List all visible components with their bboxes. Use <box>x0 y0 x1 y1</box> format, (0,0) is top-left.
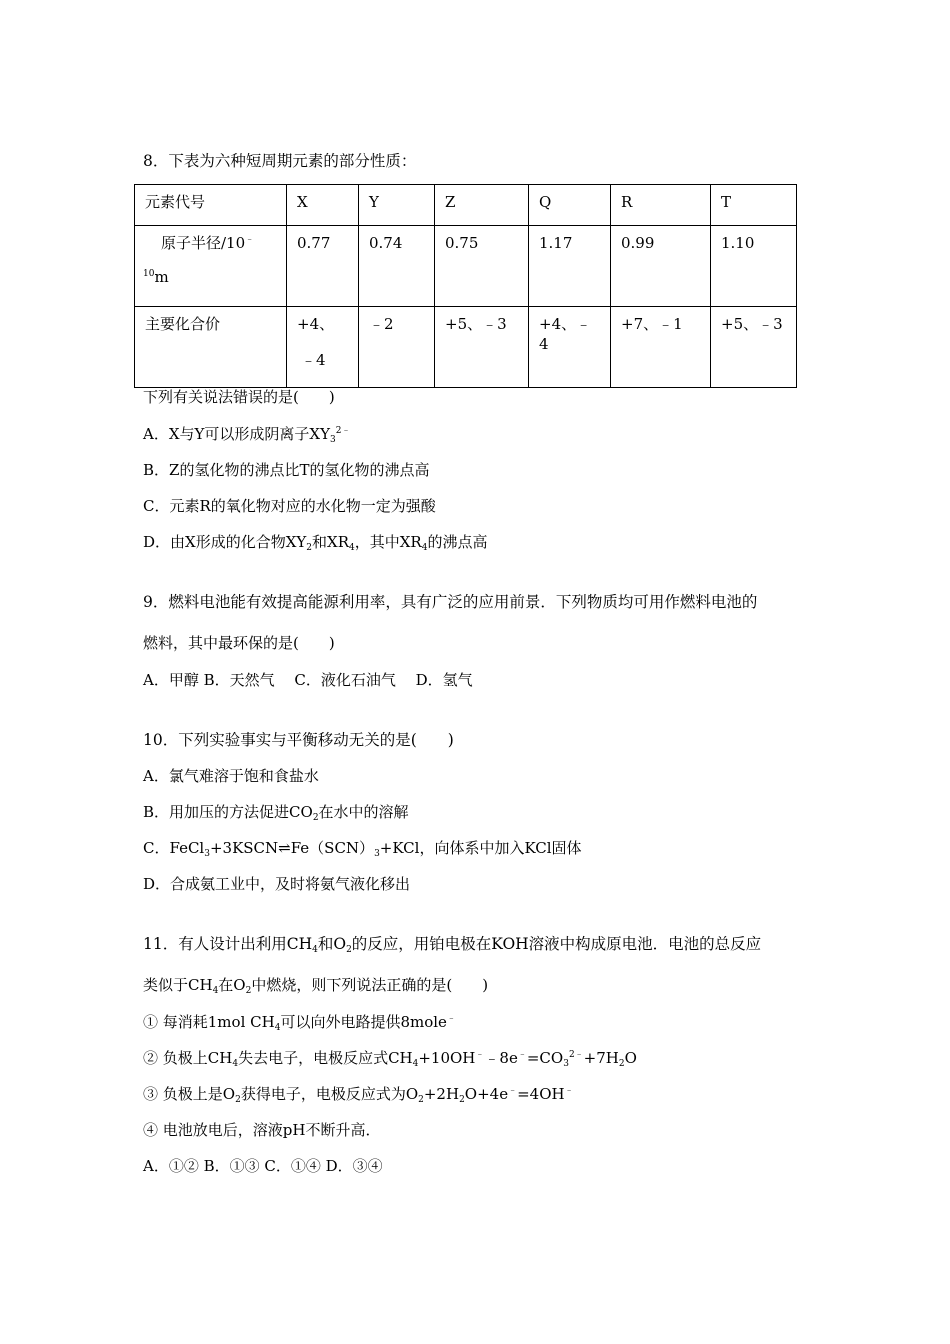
table-cell: 元素代号 <box>135 185 287 226</box>
q11-s3-sup-1: ﹣ <box>508 1086 518 1096</box>
table-cell: 主要化合价 <box>135 307 287 388</box>
q10-b-text-2: 在水中的溶解 <box>318 803 409 821</box>
q11-options: A．①② B．①③ C．①④ D．③④ <box>143 1157 383 1175</box>
valence-x-line1: +4、 <box>297 315 335 333</box>
q10-c-text-3: +KCl，向体系中加入KCl固体 <box>379 839 582 857</box>
radius-label-sup: ﹣ <box>245 235 255 245</box>
q8-d-sub-2: 4 <box>349 543 355 553</box>
table-cell: R <box>611 185 711 226</box>
q9-line1: 9．燃料电池能有效提高能源利用率，具有广泛的应用前景．下列物质均可用作燃料电池的 <box>143 593 758 611</box>
table-cell: 0.77 <box>287 226 359 307</box>
table-cell: T <box>711 185 797 226</box>
q10-b-text-1: B．用加压的方法促进CO <box>143 803 313 821</box>
table-cell: X <box>287 185 359 226</box>
table-cell: 1.10 <box>711 226 797 307</box>
q8-a-text: A．X与Y可以形成阴离子XY <box>143 425 330 443</box>
q8-d-text-4: 的沸点高 <box>427 533 488 551</box>
q11-s3-sup-2: ﹣ <box>564 1086 574 1096</box>
q11-line2 <box>143 975 488 995</box>
q11-s1-text-1: ① 每消耗1mol CH <box>143 1013 275 1031</box>
q11-s1-text-2: 可以向外电路提供8mole <box>280 1013 447 1031</box>
table-cell: Q <box>529 185 611 226</box>
q11-l1-sub-1: 4 <box>312 945 318 955</box>
table-cell: +7、﹣1 <box>611 307 711 388</box>
q11-l2-text-2: 在O <box>218 976 246 994</box>
q11-s1-sup: ﹣ <box>446 1014 456 1024</box>
q11-s3-text-1: ③ 负极上是O <box>143 1085 236 1103</box>
radius-label-exp-num: 10 <box>143 269 155 279</box>
q10-c-text-2: +3KSCN⇌Fe（SCN） <box>209 839 375 857</box>
table-cell: +5、﹣3 <box>435 307 529 388</box>
radius-label-exp <box>143 267 276 287</box>
radius-label-unit: m <box>154 268 169 286</box>
q11-s2-text-1: ② 负极上CH <box>143 1049 233 1067</box>
q10-title: 10．下列实验事实与平衡移动无关的是( ) <box>143 731 454 749</box>
q11-l1-text-3: 的反应，用铂电极在KOH溶液中构成原电池．电池的总反应 <box>351 935 762 953</box>
q8-d-text-2: 和XR <box>312 533 350 551</box>
q11-s3-sub-2: 2 <box>418 1095 424 1105</box>
q9-options: A．甲醇 B．天然气 C．液化石油气 D．氢气 <box>143 671 473 689</box>
valence-x-line2: ﹣4 <box>301 351 326 369</box>
q8-a-sup: 2﹣ <box>335 426 351 436</box>
q10-c-text-1: C．FeCl <box>143 839 205 857</box>
q11-s2-sup-3: 2﹣ <box>568 1050 584 1060</box>
q10-option-b <box>143 802 409 822</box>
q11-l1-sub-2: 2 <box>346 945 352 955</box>
q8-d-sub-3: 4 <box>421 543 428 553</box>
q11-statement-2 <box>143 1048 637 1068</box>
q11-l2-sub-2: 2 <box>245 986 252 996</box>
q8-d-sub-1: 2 <box>306 543 313 553</box>
q11-line1 <box>143 934 761 954</box>
q11-l1-text-1: 11．有人设计出利用CH <box>143 935 313 953</box>
q11-s1-sub: 4 <box>274 1023 281 1033</box>
table-cell: +5、﹣3 <box>711 307 797 388</box>
q11-s3-text-2: 获得电子，电极反应式为O <box>240 1085 419 1103</box>
q8-title: 8．下表为六种短周期元素的部分性质： <box>143 152 417 170</box>
q10-option-a: A．氯气难溶于饱和食盐水 <box>143 767 319 785</box>
q11-s2-text-5: =CO <box>526 1049 564 1067</box>
q11-s2-sub-3: 3 <box>563 1059 569 1069</box>
q8-d-text-1: D．由X形成的化合物XY <box>143 533 307 551</box>
table-row <box>135 307 797 388</box>
table-row <box>135 226 797 307</box>
table-cell: 0.75 <box>435 226 529 307</box>
q10-b-sub: 2 <box>312 813 319 823</box>
element-properties-table <box>134 184 797 388</box>
q11-s3-text-5: =4OH <box>517 1085 565 1103</box>
radius-label-text: 原子半径/10 <box>161 234 246 252</box>
q11-s2-sub-4: 2 <box>618 1059 625 1069</box>
q11-l2-text-1: 类似于CH <box>143 976 213 994</box>
q8-option-c: C．元素R的氧化物对应的水化物一定为强酸 <box>143 497 436 515</box>
q11-s3-sub-1: 2 <box>235 1095 241 1105</box>
q11-s2-sub-1: 4 <box>232 1059 239 1069</box>
q8-d-text-3: ，其中XR <box>354 533 422 551</box>
q11-s2-sub-2: 4 <box>412 1059 419 1069</box>
q8-option-a <box>143 424 350 444</box>
q11-s2-text-4: ﹣8e <box>484 1049 518 1067</box>
q10-option-c <box>143 838 582 858</box>
q11-s2-text-7: O <box>624 1049 637 1067</box>
q11-statement-3 <box>143 1084 574 1104</box>
table-cell: Y <box>359 185 435 226</box>
q11-l1-text-2: 和O <box>317 935 347 953</box>
table-cell: 0.99 <box>611 226 711 307</box>
q11-s2-sup-2: ﹣ <box>517 1050 527 1060</box>
q10-c-sub-2: 3 <box>374 849 380 859</box>
q11-s3-text-4: O+4e <box>464 1085 509 1103</box>
table-cell: Z <box>435 185 529 226</box>
q8-a-sub: 3 <box>330 435 336 445</box>
q11-l2-sub-1: 4 <box>212 986 219 996</box>
table-cell: 1.17 <box>529 226 611 307</box>
table-cell-valence-x <box>287 307 359 388</box>
q10-c-sub-1: 3 <box>204 849 210 859</box>
table-row <box>135 185 797 226</box>
q11-statement-1 <box>143 1012 456 1032</box>
q8-stem: 下列有关说法错误的是( ) <box>143 388 335 406</box>
q11-s2-text-6: +7H <box>583 1049 619 1067</box>
table-cell: 0.74 <box>359 226 435 307</box>
q11-statement-4: ④ 电池放电后，溶液pH不断升高． <box>143 1121 381 1139</box>
table-cell-radius-label <box>135 226 287 307</box>
q9-line2: 燃料，其中最环保的是( ) <box>143 634 335 652</box>
q11-s3-text-3: +2H <box>423 1085 460 1103</box>
table-cell: ﹣2 <box>359 307 435 388</box>
q11-s3-sub-3: 2 <box>459 1095 465 1105</box>
q11-s2-text-3: +10OH <box>418 1049 476 1067</box>
q10-option-d: D．合成氨工业中，及时将氨气液化移出 <box>143 875 411 893</box>
q8-option-b: B．Z的氢化物的沸点比T的氢化物的沸点高 <box>143 461 430 479</box>
table-cell: +4、﹣4 <box>529 307 611 388</box>
q11-s2-sup-1: ﹣ <box>475 1050 485 1060</box>
q11-l2-text-3: 中燃烧，则下列说法正确的是( ) <box>251 976 489 994</box>
q11-s2-text-2: 失去电子，电极反应式CH <box>238 1049 413 1067</box>
q8-option-d <box>143 532 487 552</box>
